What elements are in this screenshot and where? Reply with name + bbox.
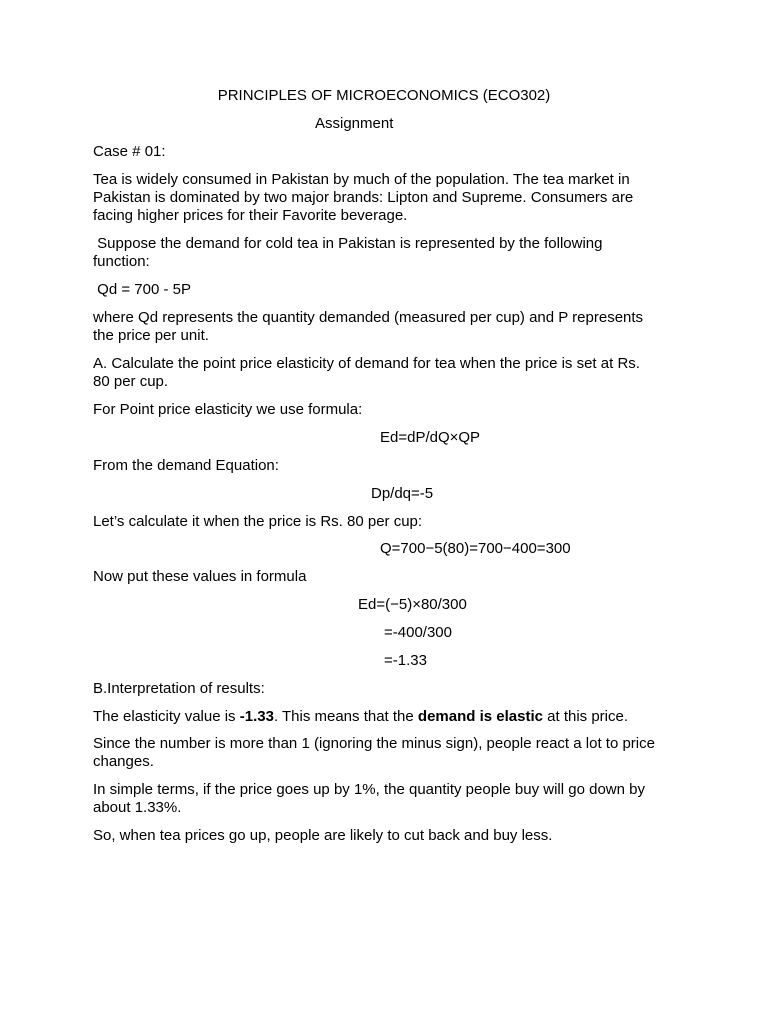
derivative: Dp/dq=-5 xyxy=(371,485,434,502)
suppose-line-1: Suppose the demand for cold tea in Pakistan is represented by the following xyxy=(93,235,603,252)
formula-intro: For Point price elasticity we use formula: xyxy=(93,401,363,418)
calc-intro: Let’s calculate it when the price is Rs. 80 per cup: xyxy=(93,513,423,530)
since-line-2: changes. xyxy=(93,753,154,770)
demand-function: Qd = 700 - 5P xyxy=(93,281,191,298)
where-line-2: the price per unit. xyxy=(93,327,209,344)
elasticity-text-3: at this price. xyxy=(542,708,629,725)
quantity-calc: Q=700−5(80)=700−400=300 xyxy=(380,540,571,557)
from-demand-equation: From the demand Equation: xyxy=(93,457,279,474)
ed-calc-3: =-1.33 xyxy=(384,652,427,669)
suppose-line-2: function: xyxy=(93,253,150,270)
elasticity-text-2: . This means that the xyxy=(273,708,418,725)
intro-line-2: Pakistan is dominated by two major brands: Lipton and Supreme. Consumers are xyxy=(93,189,634,206)
simple-line-2: about 1.33%. xyxy=(93,799,182,816)
formula: Ed=dP/dQ×QP xyxy=(380,429,481,446)
elasticity-text-1: The elasticity value is xyxy=(93,708,240,725)
simple-line-1: In simple terms, if the price goes up by 1%, the quantity people buy will go down by xyxy=(93,781,645,798)
since-line-1: Since the number is more than 1 (ignoring the minus sign), people react a lot to price xyxy=(93,735,655,752)
elasticity-value: -1.33 xyxy=(239,708,274,725)
conclusion: So, when tea prices go up, people are likely to cut back and buy less. xyxy=(93,827,553,844)
question-a-line-1: A. Calculate the point price elasticity of demand for tea when the price is set at Rs. xyxy=(93,355,640,372)
where-line-1: where Qd represents the quantity demanded (measured per cup) and P represents xyxy=(93,309,644,326)
document-title: PRINCIPLES OF MICROECONOMICS (ECO302) xyxy=(217,87,551,104)
case-label: Case # 01: xyxy=(93,143,166,160)
elasticity-sentence xyxy=(93,708,683,726)
ed-calc-2: =-400/300 xyxy=(384,624,452,641)
intro-line-1: Tea is widely consumed in Pakistan by much of the population. The tea market in xyxy=(93,171,630,188)
put-values: Now put these values in formula xyxy=(93,568,307,585)
elastic-emphasis: demand is elastic xyxy=(417,708,543,725)
document-subtitle: Assignment xyxy=(315,115,394,132)
intro-line-3: facing higher prices for their Favorite beverage. xyxy=(93,207,408,224)
question-a-line-2: 80 per cup. xyxy=(93,373,169,390)
section-b-heading: B.Interpretation of results: xyxy=(93,680,265,697)
ed-calc-1: Ed=(−5)×80/300 xyxy=(358,596,467,613)
